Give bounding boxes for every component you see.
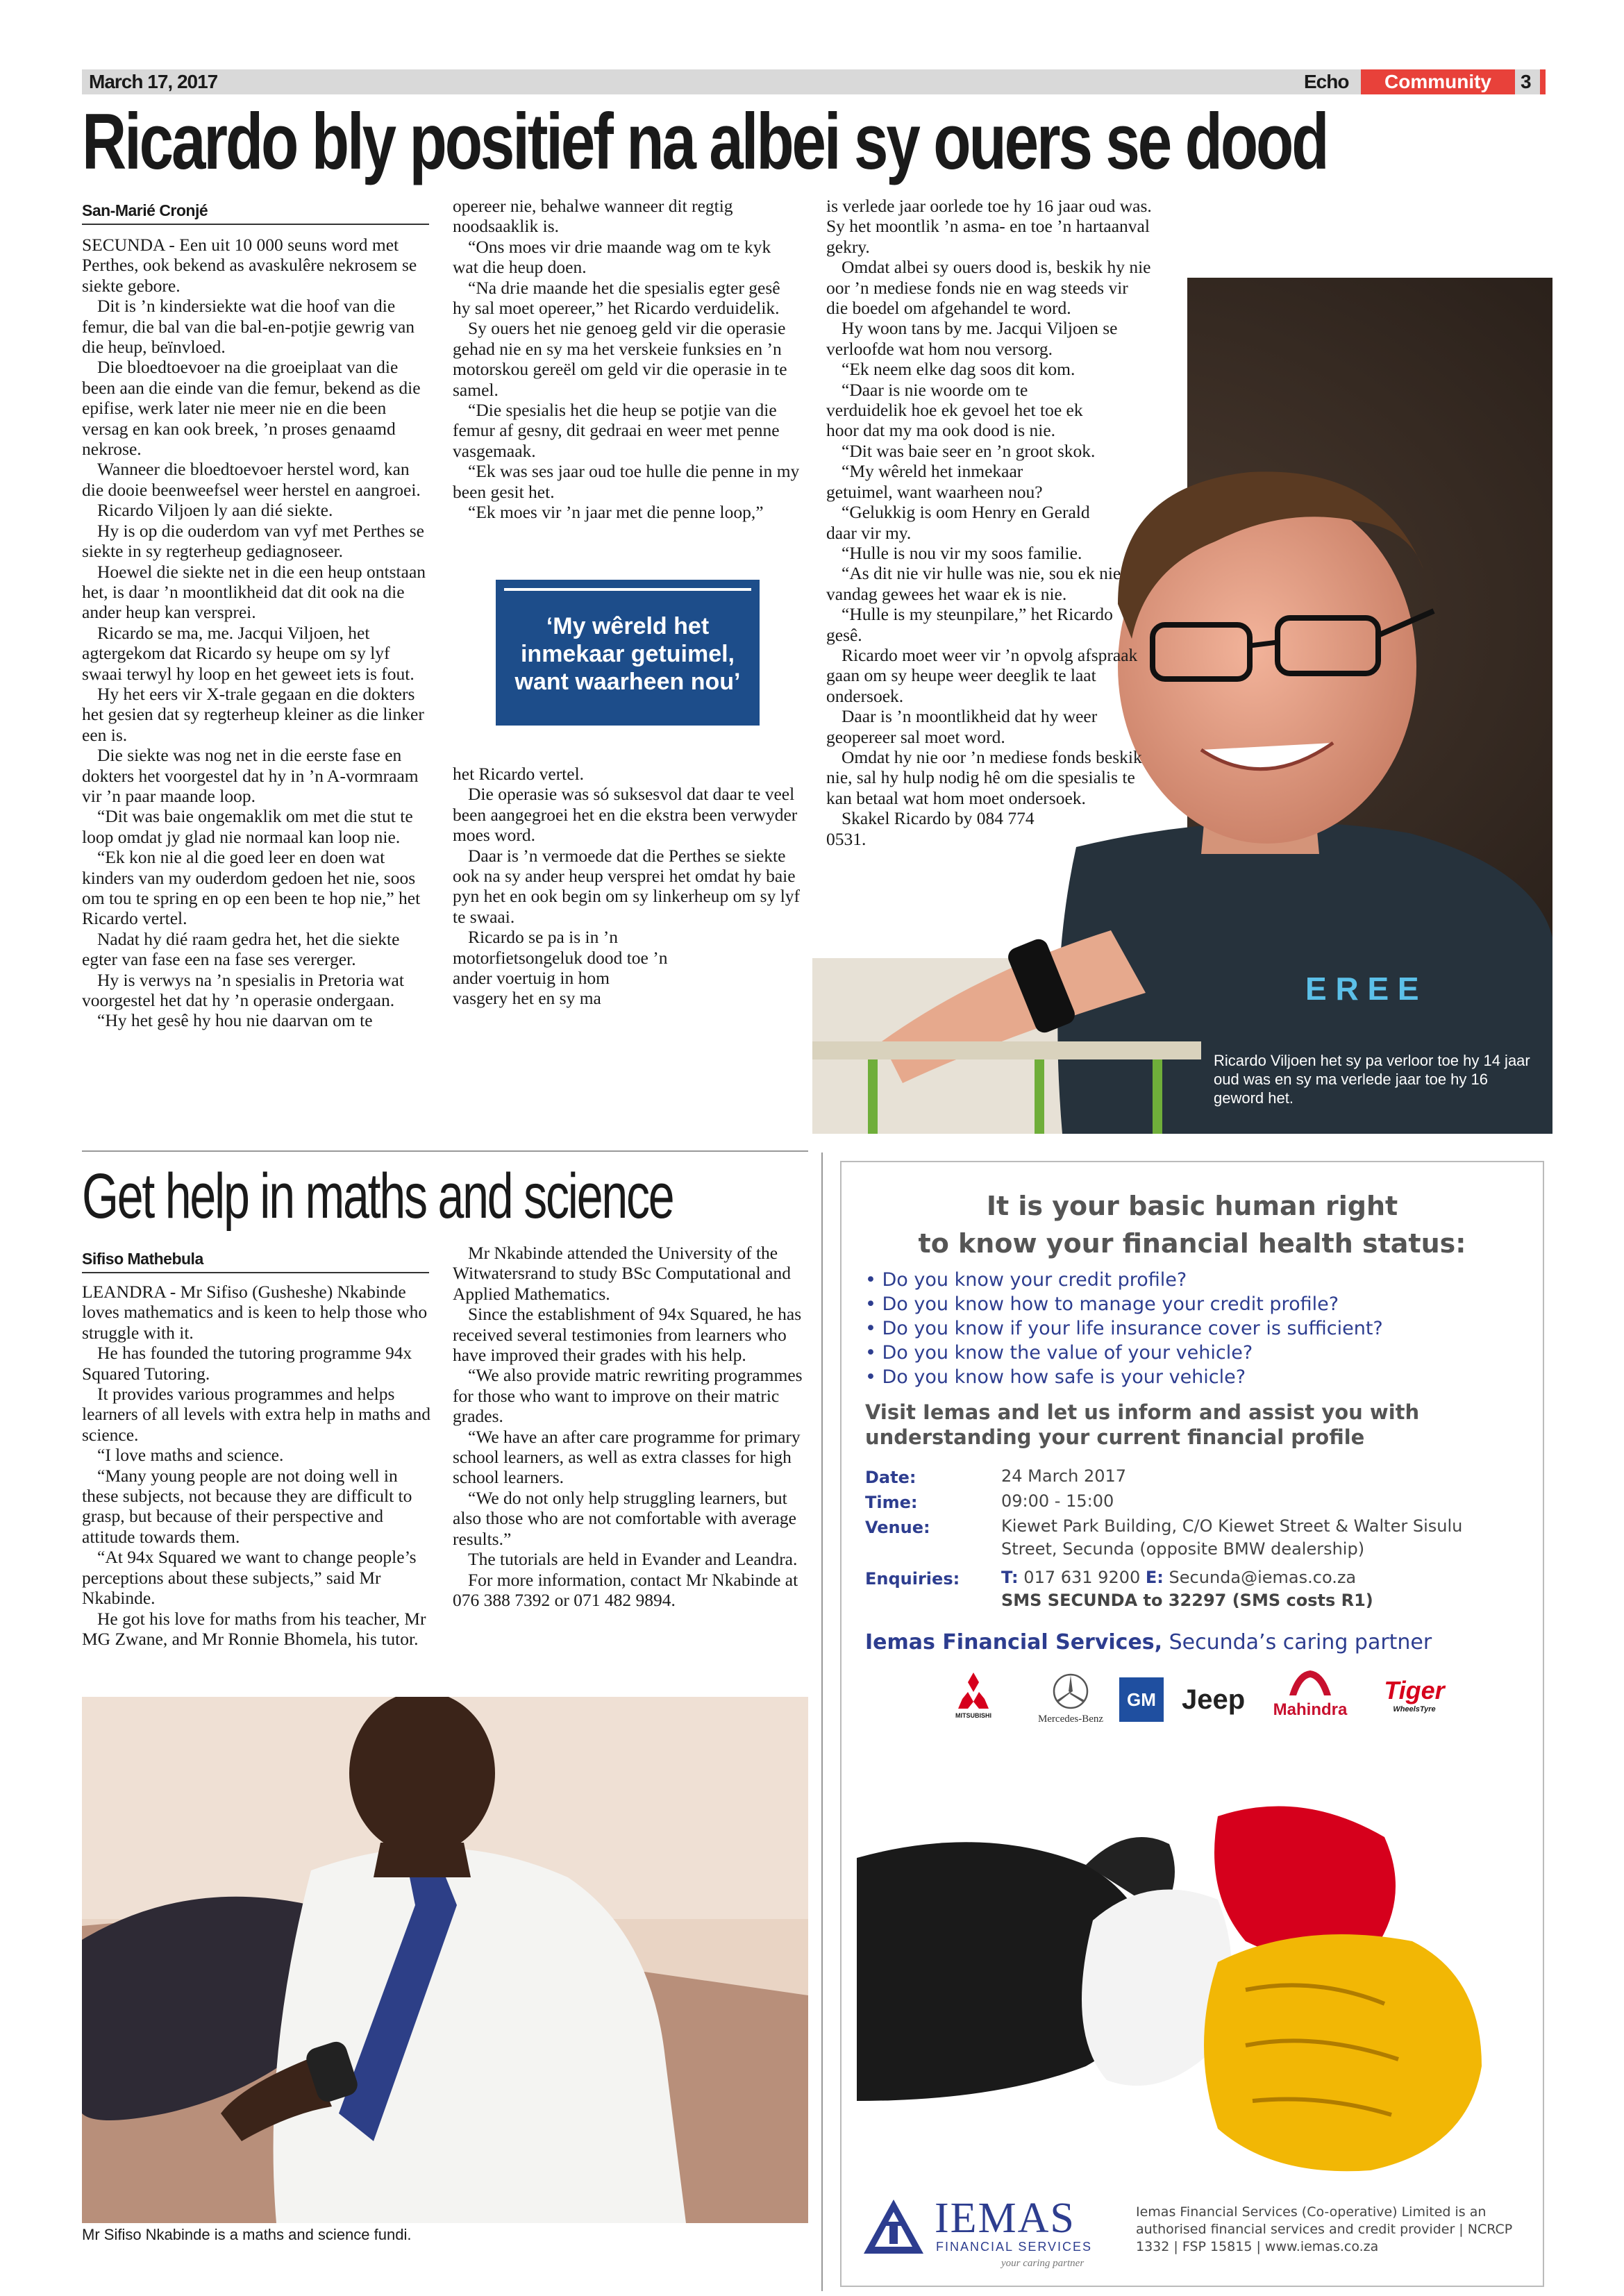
paragraph: “Ek neem elke dag soos dit kom. [842, 359, 1075, 380]
pull-quote-box [496, 580, 760, 726]
iemas-advert [840, 1161, 1544, 2287]
article2-byline: Sifiso Mathebula [82, 1250, 203, 1268]
paragraph: “Ek was ses jaar oud toe hulle die penne in my been gesit het. [453, 461, 800, 502]
paragraph: Sy ouers het nie genoeg geld vir die operasie gehad nie en sy ma het verskeie funksies en ’n motorskou gereël om geld vir die operasie in te samel. [453, 318, 787, 400]
iemas-wordmark: IEMAS [935, 2195, 1075, 2242]
shirt-print: E R E E [1305, 971, 1419, 1007]
brand-label: GM [1127, 1689, 1156, 1710]
paragraph: “We do not only help struggling learners, but also those who are not comfortable with average results.” [453, 1487, 796, 1549]
paragraph: The tutorials are held in Evander and Leandra. [468, 1549, 798, 1570]
mercedes-logo [1015, 1673, 1126, 1725]
ad-time-label: Time: [865, 1493, 918, 1512]
ad-enquiries-line [1001, 1566, 1529, 1589]
paragraph: “My wêreld het inmekaar getuimel, want waarheen nou? [826, 461, 1043, 502]
ad-email: Secunda@iemas.co.za [1169, 1568, 1357, 1587]
paragraph: Die operasie was só suksesvol dat daar te veel been aangegroei het en die ekstra been verwyder moes word. [453, 784, 798, 846]
article1-column-3 [826, 196, 1173, 849]
gm-logo [1119, 1677, 1164, 1722]
paragraph: opereer nie, behalwe wanneer dit regtig noodsaaklik is. [453, 196, 733, 237]
ad-sms: SMS SECUNDA to 32297 (SMS costs R1) [1001, 1591, 1373, 1610]
section-label: Community [1361, 69, 1515, 94]
paragraph: For more information, contact Mr Nkabinde at 076 388 7392 or 071 482 9894. [453, 1569, 798, 1610]
mitsubishi-logo [925, 1673, 1022, 1719]
ad-tagline-rest: Secunda’s caring partner [1169, 1630, 1432, 1654]
paragraph: het Ricardo vertel. [453, 764, 585, 784]
iemas-subtitle: FINANCIAL SERVICES [936, 2240, 1093, 2254]
column-divider [821, 1153, 823, 2291]
brand-label: Tiger [1384, 1676, 1445, 1704]
hands-illustration [857, 1740, 1523, 2177]
ad-question: • Do you know how safe is your vehicle? [865, 1366, 1246, 1388]
paragraph: Omdat hy nie oor ’n mediese fonds beskik nie, sal hy hulp nodig hê om die spesialis te kan betaal wat hom moet ondersoek. [826, 746, 1142, 808]
article1-column-2-top [453, 196, 800, 523]
paragraph: Ricardo moet weer vir ’n opvolg afspraak gaan om sy heupe weer deeglik te laat ondersoek. [826, 644, 1138, 706]
paragraph: Since the establishment of 94x Squared, he has received several testimonies from learners who have improved their grades with his help. [453, 1304, 802, 1366]
ad-date-value: 24 March 2017 [1001, 1466, 1127, 1486]
mahindra-logo [1258, 1669, 1362, 1720]
ad-visit-text: Visit Iemas and let us inform and assist you with understanding your current financial profile [865, 1400, 1420, 1449]
paragraph: “Ek moes vir ’n jaar met die penne loop,” [468, 502, 764, 523]
article1-byline: San-Marié Cronjé [82, 201, 208, 219]
paragraph: Dit is ’n kindersiekte wat die hoof van die femur, die bal van die bal-en-potjie gewrig van die heup, beïnvloed. [82, 296, 415, 358]
paragraph: “Gelukkig is oom Henry en Gerald daar vir my. [826, 502, 1090, 543]
paper-name: Echo [1304, 71, 1349, 92]
ad-date-label: Date: [865, 1468, 916, 1487]
ad-tagline-bold: Iemas Financial Services, [865, 1630, 1163, 1654]
iemas-logo-tagline: your caring partner [1001, 2258, 1085, 2269]
ad-question: • Do you know how to manage your credit profile? [865, 1293, 1339, 1315]
issue-date: March 17, 2017 [89, 71, 218, 92]
paragraph: Ricardo se pa is in ’n motorfietsongeluk dood toe ’n ander voertuig in hom vasgery het en sy ma [453, 927, 668, 1009]
ad-question-text: Do you know your credit profile? [882, 1269, 1187, 1291]
paragraph: Hy het eers vir X-trale gegaan en die dokters het gesien dat sy regterheup kleiner as die linker een is. [82, 683, 424, 745]
paragraph: “Daar is nie woorde om te verduidelik hoe ek gevoel het toe ek hoor dat my ma ook dood is nie. [826, 379, 1083, 441]
ad-venue-label: Venue: [865, 1518, 930, 1537]
pull-quote-text: ‘My wêreld het inmekaar getuimel, want waarheen nou’ [504, 588, 751, 717]
ad-venue-value: Kiewet Park Building, C/O Kiewet Street & Walter Sisulu Street, Secunda (opposite BMW dealership) [1001, 1516, 1463, 1559]
brand-label: Mercedes-Benz [1037, 1713, 1104, 1725]
ad-question-text: Do you know how to manage your credit profile? [882, 1293, 1339, 1315]
nkabinde-photo-illustration [82, 1697, 808, 2223]
article2-photo [82, 1697, 808, 2223]
paragraph: “Dit was baie seer en ’n groot skok. [842, 440, 1096, 461]
iemas-emblem-icon [862, 2198, 925, 2261]
ad-e-label: E: [1145, 1568, 1164, 1587]
paragraph: “Ons moes vir drie maande wag om te kyk wat die heup doen. [453, 236, 771, 278]
paragraph: Daar is ’n vermoede dat die Perthes se siekte ook na sy ander heup versprei het omdat hy baie pyn het en ook begin om sy linkerheup om sy lyf te swaai. [453, 845, 801, 927]
paragraph: “We also provide matric rewriting programmes for those who want to improve on their matric grades. [453, 1365, 803, 1427]
paragraph: He has founded the tutoring programme 94x Squared Tutoring. [82, 1343, 412, 1384]
ad-hands-image [857, 1740, 1523, 2177]
paragraph: Hy is op die ouderdom van vyf met Perthes se siekte in sy regterheup gediagnoseer. [82, 520, 424, 562]
ad-footer-legal: Iemas Financial Services (Co-operative) Limited is an authorised financial services and credit provider | NCRCP 1332 | FSP 15815 | www.iemas.co.za [1136, 2204, 1513, 2254]
paragraph: “We have an after care programme for primary school learners, as well as extra classes for high school learners. [453, 1426, 801, 1488]
paragraph: “At 94x Squared we want to change people’s perceptions about these subjects,” said Mr Nkabinde. [82, 1547, 417, 1609]
mitsubishi-diamonds-icon [953, 1673, 994, 1709]
paragraph: Daar is ’n moontlikheid dat hy weer geopereer sal moet word. [826, 706, 1098, 747]
paragraph: Mr Nkabinde attended the University of the Witwatersrand to study BSc Computational and Applied Mathematics. [453, 1243, 791, 1304]
section-divider [82, 1150, 808, 1152]
ad-question: • Do you know the value of your vehicle? [865, 1342, 1253, 1364]
ad-title-line-1: It is your basic human right [986, 1191, 1398, 1221]
article1-column-1 [82, 235, 429, 1031]
paragraph: Ricardo Viljoen ly aan dié siekte. [97, 500, 333, 521]
paragraph: Hy is verwys na ’n spesialis in Pretoria wat voorgestel het dat hy ’n operasie ondergaan. [82, 969, 404, 1011]
paragraph: Wanneer die bloedtoevoer herstel word, kan die dooie beenweefsel weer herstel en aangroei. [82, 459, 421, 500]
jeep-logo: Jeep [1182, 1684, 1246, 1715]
article2-photo-caption: Mr Sifiso Nkabinde is a maths and science fundi. [82, 2226, 412, 2243]
ad-question: • Do you know your credit profile? [865, 1269, 1187, 1291]
paragraph: He got his love for maths from his teacher, Mr MG Zwane, and Mr Ronnie Bhomela, his tutor. [82, 1608, 426, 1649]
article2-column-2 [453, 1243, 805, 1610]
brand-sublabel: WheelsTyre [1393, 1705, 1436, 1713]
ad-question-text: Do you know if your life insurance cover is sufficient? [882, 1318, 1383, 1339]
brand-label: MITSUBISHI [955, 1712, 991, 1719]
ad-t-label: T: [1001, 1568, 1019, 1587]
ad-title-line-2: to know your financial health status: [918, 1228, 1466, 1259]
paragraph: is verlede jaar oorlede toe hy 16 jaar oud was. Sy het moontlik ’n asma- en toe ’n hartaanval gekry. [826, 196, 1152, 257]
ad-question-list [865, 1268, 1532, 1389]
paragraph: SECUNDA - Een uit 10 000 seuns word met Perthes, ook bekend as avaskulêre nekrosem se siekte gebore. [82, 235, 417, 296]
paragraph: Omdat albei sy ouers dood is, beskik hy nie oor ’n mediese fonds nie en wag steeds vir die boedel om afgehandel te word. [826, 257, 1151, 319]
article1-photo-caption: Ricardo Viljoen het sy pa verloor toe hy 14 jaar oud was en sy ma verlede jaar toe hy 16 geword het. [1214, 1052, 1530, 1107]
paragraph: Die bloedtoevoer na die groeiplaat van die been aan die einde van die femur, bekend as die epifise, werk later nie meer nie en die been versag en kan ook breek, ’n proses genaamd nekrose. [82, 357, 421, 460]
paragraph: “Die spesialis het die heup se potjie van die femur af gesny, dit gedraai en weer met penne vasgemaak. [453, 400, 780, 461]
ad-question-text: Do you know the value of your vehicle? [882, 1342, 1253, 1364]
paragraph: “Hulle is my steunpilare,” het Ricardo gesê. [826, 604, 1113, 645]
paragraph: Hy woon tans by me. Jacqui Viljoen se verloofde wat hom nou versorg. [826, 318, 1118, 359]
ad-tagline [865, 1630, 1532, 1654]
paragraph: “As dit nie vir hulle was nie, sou ek nie vandag gewees het waar ek is nie. [826, 563, 1121, 604]
mahindra-emblem-icon [1282, 1669, 1338, 1697]
brand-label: Mahindra [1273, 1700, 1348, 1719]
article2-byline-rule [82, 1272, 429, 1273]
paragraph: Skakel Ricardo by 084 774 0531. [826, 808, 1035, 849]
paragraph: Die siekte was nog net in die eerste fase en dokters het voorgestel dat hy in ’n A-vormraam vir ’n paar maande loop. [82, 745, 419, 806]
article1-byline-rule [82, 224, 429, 225]
paragraph: “Na drie maande het die spesialis egter gesê hy sal moet opereer,” het Ricardo verduidelik. [453, 277, 780, 319]
article2-headline: Get help in maths and science [82, 1161, 673, 1232]
paragraph: “Many young people are not doing well in these subjects, not because they are difficult to grasp, but because of their perspective and attitude towards them. [82, 1465, 412, 1547]
ad-time-value: 09:00 - 15:00 [1001, 1491, 1114, 1511]
article1-column-2-bottom [453, 764, 800, 1009]
ad-question-text: Do you know how safe is your vehicle? [882, 1366, 1246, 1388]
iemas-logo [862, 2194, 1126, 2270]
page-number-bar [1540, 69, 1546, 94]
paragraph: “Hulle is nou vir my soos familie. [842, 542, 1082, 563]
article1-headline: Ricardo bly positief na albei sy ouers se dood [82, 98, 1328, 186]
paragraph: “I love maths and science. [97, 1445, 284, 1466]
paragraph: “Ek kon nie al die goed leer en doen wat kinders van my ouderdom gedoen het nie, soos om tou te spring en op een been te hop nie,” het Ricardo vertel. [82, 847, 421, 929]
ad-enquiries-label: Enquiries: [865, 1569, 960, 1589]
page-number: 3 [1521, 71, 1532, 92]
paragraph: It provides various programmes and helps learners of all levels with extra help in maths and science. [82, 1384, 431, 1445]
paragraph: Hoewel die siekte net in die een heup ontstaan het, is daar ’n moontlikheid dat dit ook na die ander heup kan versprei. [82, 561, 426, 623]
paragraph: Ricardo se ma, me. Jacqui Viljoen, het agtergekom dat Ricardo sy heupe om sy lyf swaai terwyl hy loop en het geweet iets is fout. [82, 622, 415, 684]
paragraph: “Hy het gesê hy hou nie daarvan om te [97, 1010, 373, 1031]
article2-column-1 [82, 1282, 435, 1649]
paragraph: LEANDRA - Mr Sifiso (Gusheshe) Nkabinde loves mathematics and is keen to help those who struggle with it. [82, 1282, 428, 1343]
paragraph: Nadat hy dié raam gedra het, het die siekte egter van fase een na fase ses vererger. [82, 928, 400, 970]
tiger-wheels-logo [1369, 1676, 1459, 1713]
mercedes-star-icon [1052, 1673, 1089, 1710]
paragraph: “Dit was baie ongemaklik om met die stut te loop omdat jy glad nie normaal kan loop nie. [82, 806, 413, 847]
ad-question: • Do you know if your life insurance cover is sufficient? [865, 1318, 1383, 1339]
ad-phone: 017 631 9200 [1023, 1568, 1141, 1587]
